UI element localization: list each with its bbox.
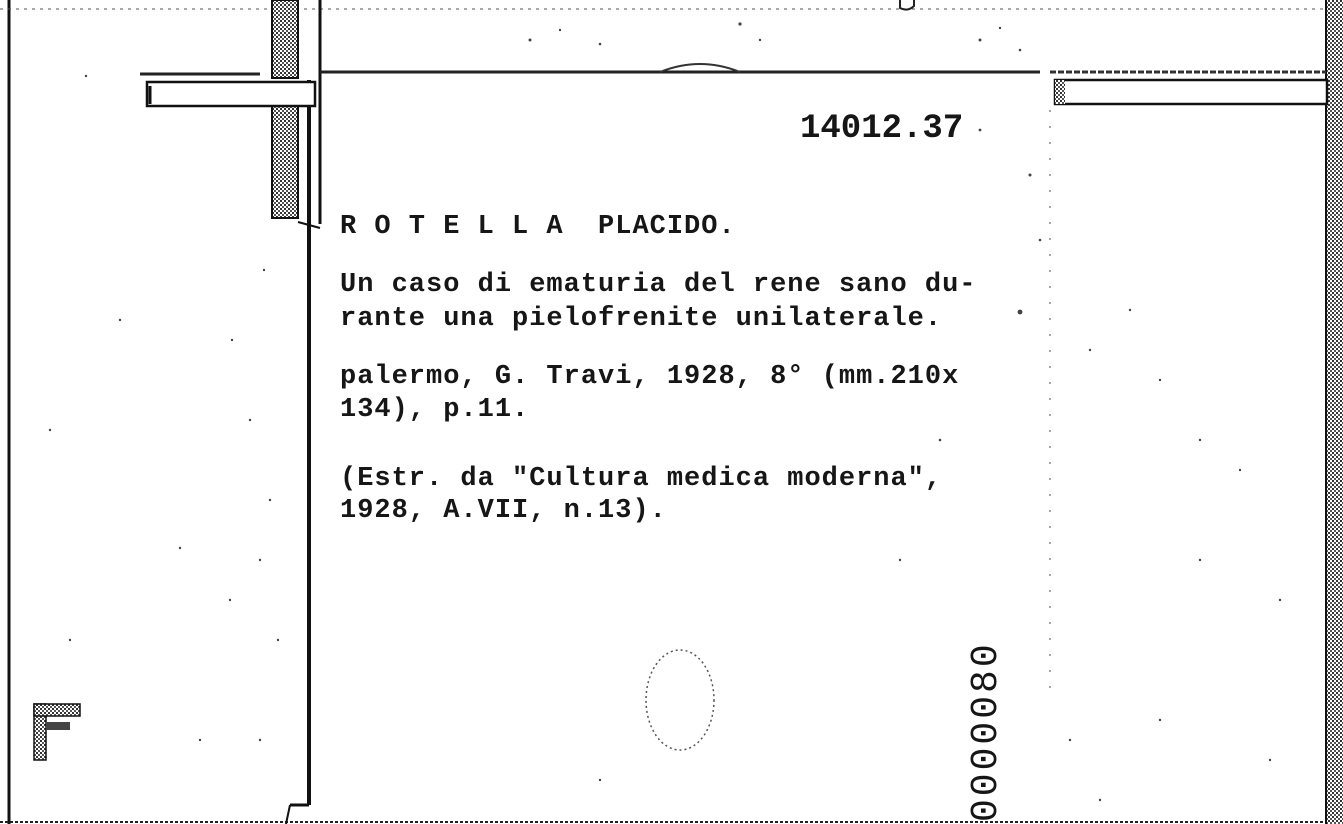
scan-specks bbox=[49, 22, 1281, 801]
bracket-mark-inner bbox=[46, 722, 70, 730]
holder-post-top bbox=[272, 0, 298, 78]
title-line-2: rante una pielofrenite unilaterale. bbox=[340, 304, 943, 334]
catalog-number: 14012.37 bbox=[800, 110, 964, 148]
right-holder-bar bbox=[1055, 80, 1327, 104]
imprint-line-2: 134), p.11. bbox=[340, 395, 530, 425]
note-line-1: (Estr. da "Cultura medica moderna", bbox=[340, 464, 943, 494]
top-fragment bbox=[900, 0, 914, 10]
bracket-mark-top bbox=[34, 704, 80, 716]
holder-post-bottom bbox=[272, 106, 298, 218]
right-edge-strip bbox=[1327, 0, 1343, 824]
right-holder-bar-end bbox=[1055, 80, 1065, 104]
title-line-1: Un caso di ematuria del rene sano du- bbox=[340, 270, 977, 300]
author-heading: R O T E L L A PLACIDO. bbox=[340, 212, 736, 242]
note-line-2: 1928, A.VII, n.13). bbox=[340, 496, 667, 526]
left-holder-bar bbox=[147, 82, 315, 106]
vertical-serial-code: 0000080 bbox=[965, 641, 1008, 822]
punch-hole-outline bbox=[646, 650, 714, 750]
imprint-line-1: palermo, G. Travi, 1928, 8° (mm.210x bbox=[340, 362, 960, 392]
